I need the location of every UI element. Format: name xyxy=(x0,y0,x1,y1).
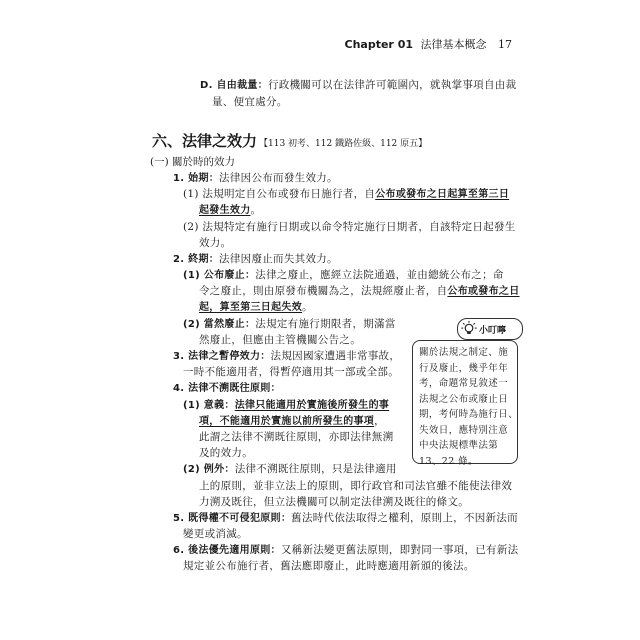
p2a-end: 。 xyxy=(302,301,313,313)
p2b-text: 法規定有施行期限者，期滿當 xyxy=(255,318,396,330)
p6-label: 6. 後法優先適用原則： xyxy=(173,545,281,556)
p1a-line1 xyxy=(183,186,509,203)
p4a-line2 xyxy=(199,413,385,430)
p5-line2: 變更或消滅。 xyxy=(183,528,248,540)
p1a-emphasis: 公布或發布之日起算至第三日 xyxy=(375,189,510,200)
p4a-emphasis-2: 項，不能適用於實施以前所發生的事項 xyxy=(199,416,375,427)
p1a-prefix: (1) 法規明定自公布或發布日施行者，自 xyxy=(183,188,376,200)
p4a-line1 xyxy=(183,397,389,414)
p2a-line3 xyxy=(199,299,313,316)
p2a-line1 xyxy=(183,267,504,284)
p2b-line1 xyxy=(183,316,396,333)
section-title xyxy=(152,130,427,151)
tip-line: 關於法規之制定、施 xyxy=(419,347,509,358)
tip-text xyxy=(419,345,519,469)
chapter-label: Chapter 01 xyxy=(344,38,413,51)
p6-line2: 規定並公布施行者，舊法應即廢止，此時應適用新頒的後法。 xyxy=(183,560,475,572)
tip-line: 法規之公布或廢止日 xyxy=(419,393,509,405)
p5-label: 5. 既得權不可侵犯原則： xyxy=(173,513,292,524)
running-header xyxy=(345,36,512,52)
p1-text: 法律因公布而發生效力。 xyxy=(219,172,338,184)
tip-line: 考，命題常見敘述一 xyxy=(419,378,509,389)
item-d-text: 行政機關可以在法律許可範圍內，就執掌事項自由裁 xyxy=(267,79,517,91)
p4b-line2: 上的原則，並非立法上的原則，即行政官和司法官雖不能使法律效 xyxy=(199,480,513,492)
p2b-label: (2) 當然廢止： xyxy=(183,319,256,330)
tip-line: 行及廢止，幾乎年年 xyxy=(419,362,509,374)
p2a-emphasis: 公布或發布之日 xyxy=(447,286,520,297)
p4b-label: (2) 例外： xyxy=(183,464,235,475)
p4-label: 4. 法律不溯既往原則： xyxy=(173,383,281,394)
p5-line1 xyxy=(173,510,518,527)
p4a-line4: 及的效力。 xyxy=(199,447,253,459)
item-d-line1 xyxy=(200,77,516,94)
p4a-line3: 此謂之法律不溯既往原則，亦即法律無溯 xyxy=(199,431,394,443)
p2 xyxy=(173,251,338,268)
p2a-label: (1) 公布廢止： xyxy=(183,270,256,281)
item-d-label: D. 自由裁量： xyxy=(200,80,268,91)
p1-label: 1. 始期： xyxy=(173,173,220,184)
subheading: (一) 關於時的效力 xyxy=(150,156,236,168)
p4a-label: (1) 意義： xyxy=(183,400,235,411)
p3-line1 xyxy=(173,348,400,365)
p1b-line1: (2) 法規特定有施行日期或以命令特定施行日期者，自該特定日起發生 xyxy=(183,221,516,233)
tip-label xyxy=(457,318,523,340)
p4a-end: ， xyxy=(374,415,385,427)
page-number: 17 xyxy=(498,38,512,51)
p1a-end: 。 xyxy=(250,204,262,216)
p2a-line2-text: 令之廢止，則由原發布機關為之，法規經廢止者，自 xyxy=(199,285,448,297)
p2a-line2 xyxy=(199,283,520,300)
tip-line: 期，考何時為施行日、 xyxy=(419,409,519,420)
p4 xyxy=(173,380,281,397)
item-d-line2: 量、便宜處分。 xyxy=(212,96,288,108)
tip-line: 中央法規標準法第 xyxy=(419,440,499,451)
p5-text: 舊法時代依法取得之權利，原則上，不因新法而 xyxy=(291,512,518,524)
p2a-emphasis-2: 起，算至第三日起失效 xyxy=(199,302,302,313)
p6-line1 xyxy=(173,542,518,559)
p4a-emphasis: 法律只能適用於實施後所發生的事 xyxy=(234,400,390,411)
p4b-line1 xyxy=(183,461,397,478)
p1a-line2 xyxy=(199,202,261,219)
tip-line: 13、22 條。 xyxy=(419,455,478,467)
p6-text: 又稱新法變更舊法原則，即對同一事項，已有新法 xyxy=(280,544,519,556)
p4b-text: 法律不溯既往原則，只是法律適用 xyxy=(234,463,397,475)
p3-line2: 一時不能適用者，得暫停適用其一部或全部。 xyxy=(183,366,399,378)
p3-label: 3. 法律之暫停效力： xyxy=(173,351,271,362)
p2-label: 2. 終期： xyxy=(173,254,220,265)
exam-tags: 【113 初考、112 鐵路佐級、112 原五】 xyxy=(259,139,428,149)
tip-line: 失效日，應特別注意 xyxy=(419,424,509,436)
p2b-line2: 然廢止，但應由主管機關公告之。 xyxy=(199,334,361,346)
tip-label-text: 小叮嚀 xyxy=(479,325,507,336)
p1 xyxy=(173,170,338,187)
p3-text: 法規因國家遭遇非常事故， xyxy=(270,350,401,362)
section-title-text: 六、法律之效力 xyxy=(152,132,258,150)
p2-text: 法律因廢止而失其效力。 xyxy=(219,253,338,265)
tip-box xyxy=(412,340,519,467)
chapter-title: 法律基本概念 xyxy=(420,38,487,51)
p1a-emphasis-2: 起發生效力 xyxy=(199,205,251,216)
p1b-line2: 效力。 xyxy=(199,237,232,249)
p2a-text: 法律之廢止，應經立法院通過，並由總統公布之；命 xyxy=(255,269,504,281)
p4b-line3: 力溯及既往，但立法機關可以制定法律溯及既往的條文。 xyxy=(199,496,469,508)
lightbulb-icon xyxy=(460,320,478,338)
